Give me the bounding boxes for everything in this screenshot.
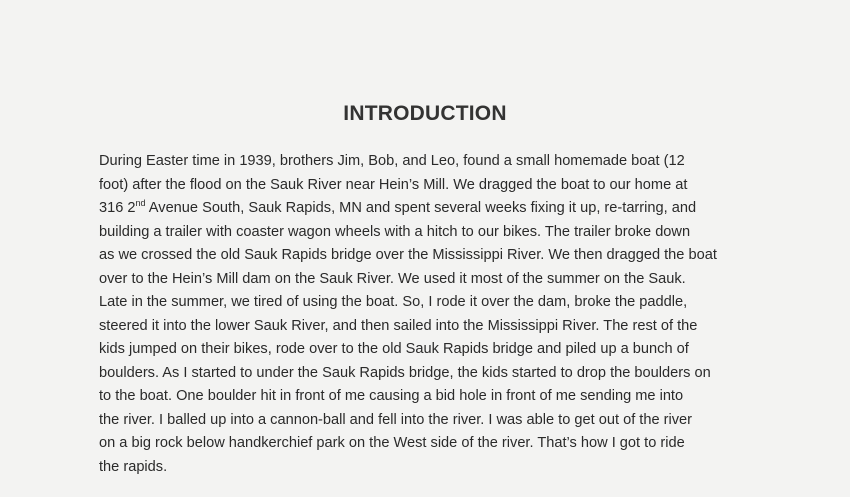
text-line: on a big rock below handkerchief park on the West side of the river. That’s how I got to ride: [99, 435, 685, 451]
text-line: During Easter time in 1939, brothers Jim, Bob, and Leo, found a small homemade boat (12: [99, 153, 685, 169]
text-line: building a trailer with coaster wagon wheels with a hitch to our bikes. The trailer broke down: [99, 223, 691, 240]
body-text: [99, 150, 779, 479]
text-line: the rapids.: [99, 458, 168, 475]
text-line: the river. I balled up into a cannon-ball and fell into the river. I was able to get out of the river: [99, 411, 693, 428]
page-title: INTRODUCTION: [343, 102, 507, 125]
text-line: foot) after the flood on the Sauk River near Hein’s Mill. We dragged the boat to our home at: [99, 176, 688, 193]
text-line: boulders. As I started to under the Sauk Rapids bridge, the kids started to drop the boulders on: [99, 364, 711, 381]
text-line: over to the Hein’s Mill dam on the Sauk River. We used it most of the summer on the Sauk.: [99, 270, 686, 287]
text-line: to the boat. One boulder hit in front of me causing a bid hole in front of me sending me into: [99, 388, 684, 404]
text-line: [99, 197, 779, 221]
superscript: nd: [135, 198, 146, 209]
text-line: as we crossed the old Sauk Rapids bridge over the Mississippi River. We then dragged the boat: [99, 247, 717, 263]
text-segment: Avenue South, Sauk Rapids, MN and spent several weeks fixing it up, re-tarring, and: [145, 200, 697, 216]
text-segment: 316 2: [99, 200, 136, 216]
text-line: kids jumped on their bikes, rode over to the old Sauk Rapids bridge and piled up a bunch of: [99, 341, 689, 357]
text-line: steered it into the lower Sauk River, and then sailed into the Mississippi River. The rest of the: [99, 317, 698, 334]
text-line: Late in the summer, we tired of using the boat. So, I rode it over the dam, broke the paddle,: [99, 294, 688, 310]
